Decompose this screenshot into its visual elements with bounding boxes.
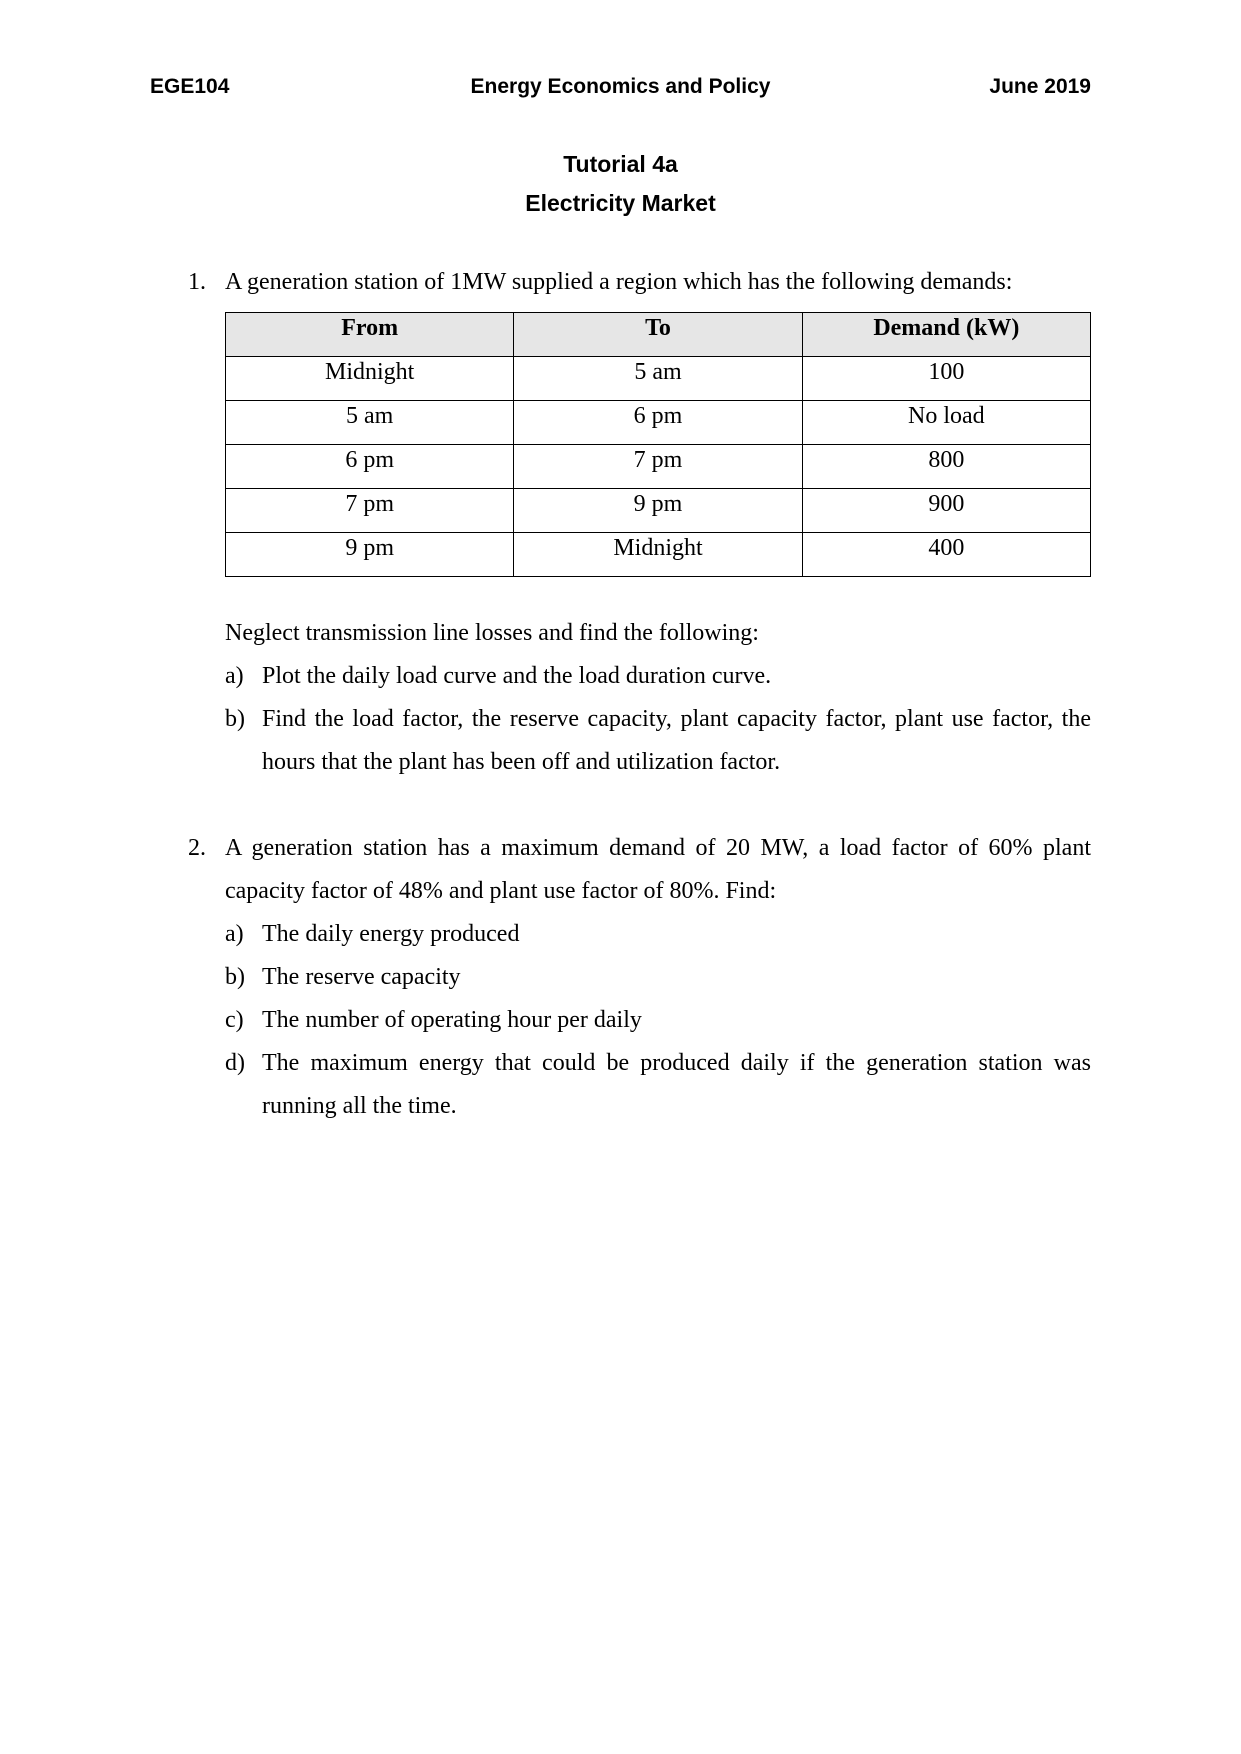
part-text: Plot the daily load curve and the load duration curve. bbox=[262, 663, 772, 689]
question-1-text: A generation station of 1MW supplied a region which has the following demands: bbox=[225, 269, 1013, 295]
table-header-row bbox=[226, 313, 1091, 357]
column-header-to: To bbox=[514, 313, 802, 357]
table-cell: Midnight bbox=[514, 533, 802, 577]
table-cell: 6 pm bbox=[514, 401, 802, 445]
table-cell: 100 bbox=[802, 357, 1090, 401]
table-row bbox=[226, 445, 1091, 489]
tutorial-title: Tutorial 4a bbox=[563, 151, 678, 177]
table-row bbox=[226, 401, 1091, 445]
column-header-demand: Demand (kW) bbox=[802, 313, 1090, 357]
course-code: EGE104 bbox=[150, 75, 230, 98]
table-cell: 7 pm bbox=[514, 445, 802, 489]
table-cell: 400 bbox=[802, 533, 1090, 577]
tutorial-subtitle: Electricity Market bbox=[525, 190, 716, 216]
table-row bbox=[226, 533, 1091, 577]
question-1-number: 1. bbox=[188, 269, 206, 295]
part-text: The maximum energy that could be produced daily if the generation station was running all the time. bbox=[262, 1050, 1091, 1119]
table-row bbox=[226, 489, 1091, 533]
part-text: The daily energy produced bbox=[262, 921, 520, 947]
table-cell: Midnight bbox=[226, 357, 514, 401]
part-label: a) bbox=[225, 921, 244, 947]
table-cell: 900 bbox=[802, 489, 1090, 533]
part-label: a) bbox=[225, 663, 244, 689]
part-label: b) bbox=[225, 964, 245, 990]
part-label: b) bbox=[225, 706, 245, 732]
table-cell: No load bbox=[802, 401, 1090, 445]
part-text: The number of operating hour per daily bbox=[262, 1007, 642, 1033]
part-text: The reserve capacity bbox=[262, 964, 461, 990]
course-title: Energy Economics and Policy bbox=[470, 75, 771, 98]
table-cell: 9 pm bbox=[226, 533, 514, 577]
question-1-instruction: Neglect transmission line losses and find the following: bbox=[225, 620, 759, 646]
part-label: c) bbox=[225, 1007, 244, 1033]
question-2-text: A generation station has a maximum demand of 20 MW, a load factor of 60% plant capacity factor of 48% and plant use factor of 80%. Find: bbox=[225, 835, 1091, 904]
table-cell: 800 bbox=[802, 445, 1090, 489]
table-cell: 5 am bbox=[226, 401, 514, 445]
demand-table bbox=[225, 312, 1091, 577]
part-text: Find the load factor, the reserve capacity, plant capacity factor, plant use factor, the hours that the plant has been off and utilization factor. bbox=[262, 706, 1091, 775]
table-row bbox=[226, 357, 1091, 401]
column-header-from: From bbox=[226, 313, 514, 357]
table-cell: 5 am bbox=[514, 357, 802, 401]
table-cell: 6 pm bbox=[226, 445, 514, 489]
table-cell: 9 pm bbox=[514, 489, 802, 533]
header-date: June 2019 bbox=[989, 75, 1091, 98]
table-cell: 7 pm bbox=[226, 489, 514, 533]
part-label: d) bbox=[225, 1050, 245, 1076]
question-2-number: 2. bbox=[188, 835, 206, 861]
